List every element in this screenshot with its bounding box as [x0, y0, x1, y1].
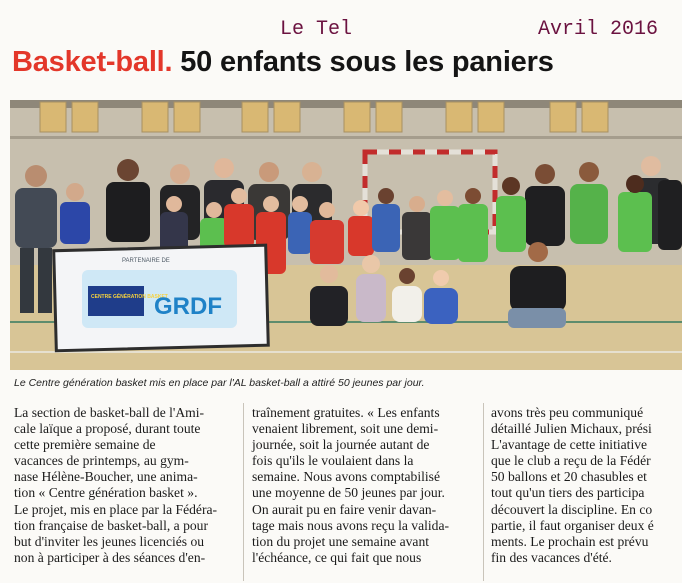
text-line: venaient librement, soit une demi- — [252, 421, 439, 437]
banner-brand-text: GRDF — [154, 293, 222, 320]
text-line: non à participer à des séances d'en- — [14, 549, 206, 565]
headline — [12, 46, 554, 79]
photo-caption: Le Centre génération basket mis en place par l'AL basket-ball a attiré 50 jeunes par jour. — [14, 377, 425, 389]
publication-date: Avril 2016 — [537, 18, 658, 41]
text-line: tion du projet une semaine avant — [252, 533, 430, 549]
text-line: partie, il faut organiser deux é — [491, 517, 654, 533]
text-line: 50 ballons et 20 chasubles et — [491, 469, 647, 485]
text-line: tion française de basket-ball, a pour — [14, 517, 209, 533]
text-line: tout qu'un tiers des participa — [491, 485, 645, 501]
group-photo-illustration — [10, 100, 682, 370]
text-line: une moyenne de 50 jeunes par jour. — [252, 485, 445, 501]
article-body — [14, 405, 682, 583]
text-line: L'avantage de cette initiative — [491, 437, 648, 453]
text-line: ments. Le prochain est prévu — [491, 533, 649, 549]
text-line: l'échéance, ce qui fait que nous — [252, 549, 422, 565]
headline-kicker: Basket-ball. — [12, 46, 173, 78]
text-line: traînement gratuites. « Les enfants — [252, 405, 440, 420]
group-photo — [10, 100, 682, 370]
text-line: On aurait pu en faire venir davan- — [252, 501, 437, 517]
text-line: vacances de printemps, au gym- — [14, 453, 189, 469]
text-line: cette première semaine de — [14, 437, 156, 453]
article-column-2 — [252, 405, 478, 566]
text-line: tion « Centre génération basket ». — [14, 485, 198, 501]
text-line: tage mais nous avons reçu la valida- — [252, 517, 450, 533]
text-line: semaine. Nous avons comptabilisé — [252, 469, 441, 485]
text-line: avons très peu communiqué — [491, 405, 644, 420]
text-line: que le club a reçu de la Fédér — [491, 453, 651, 469]
text-line: journée, soit la journée autant de — [252, 437, 430, 453]
text-line: but d'inviter les jeunes licenciés ou — [14, 533, 205, 549]
text-line: cale laïque a proposé, durant toute — [14, 421, 201, 437]
text-line: découvert la discipline. En co — [491, 501, 653, 517]
text-line: La section de basket-ball de l'Ami- — [14, 405, 205, 420]
headline-title: 50 enfants sous les paniers — [180, 46, 554, 78]
text-line: Le projet, mis en place par la Fédéra- — [14, 501, 218, 517]
banner-logo-text: CENTRE GÉNÉRATION BASKET — [91, 294, 168, 300]
text-line: fois qu'ils le voulaient dans la — [252, 453, 414, 469]
article-column-1 — [14, 405, 240, 566]
text-line: fin des vacances d'été. — [491, 549, 612, 565]
banner-top-text: PARTENAIRE DE — [122, 258, 170, 264]
article-column-3 — [491, 405, 682, 566]
sponsor-banner — [54, 245, 269, 351]
text-line: détaillé Julien Michaux, prési — [491, 421, 652, 437]
text-line: nase Hélène-Boucher, une anima- — [14, 469, 198, 485]
publication-name: Le Tel — [280, 18, 353, 41]
